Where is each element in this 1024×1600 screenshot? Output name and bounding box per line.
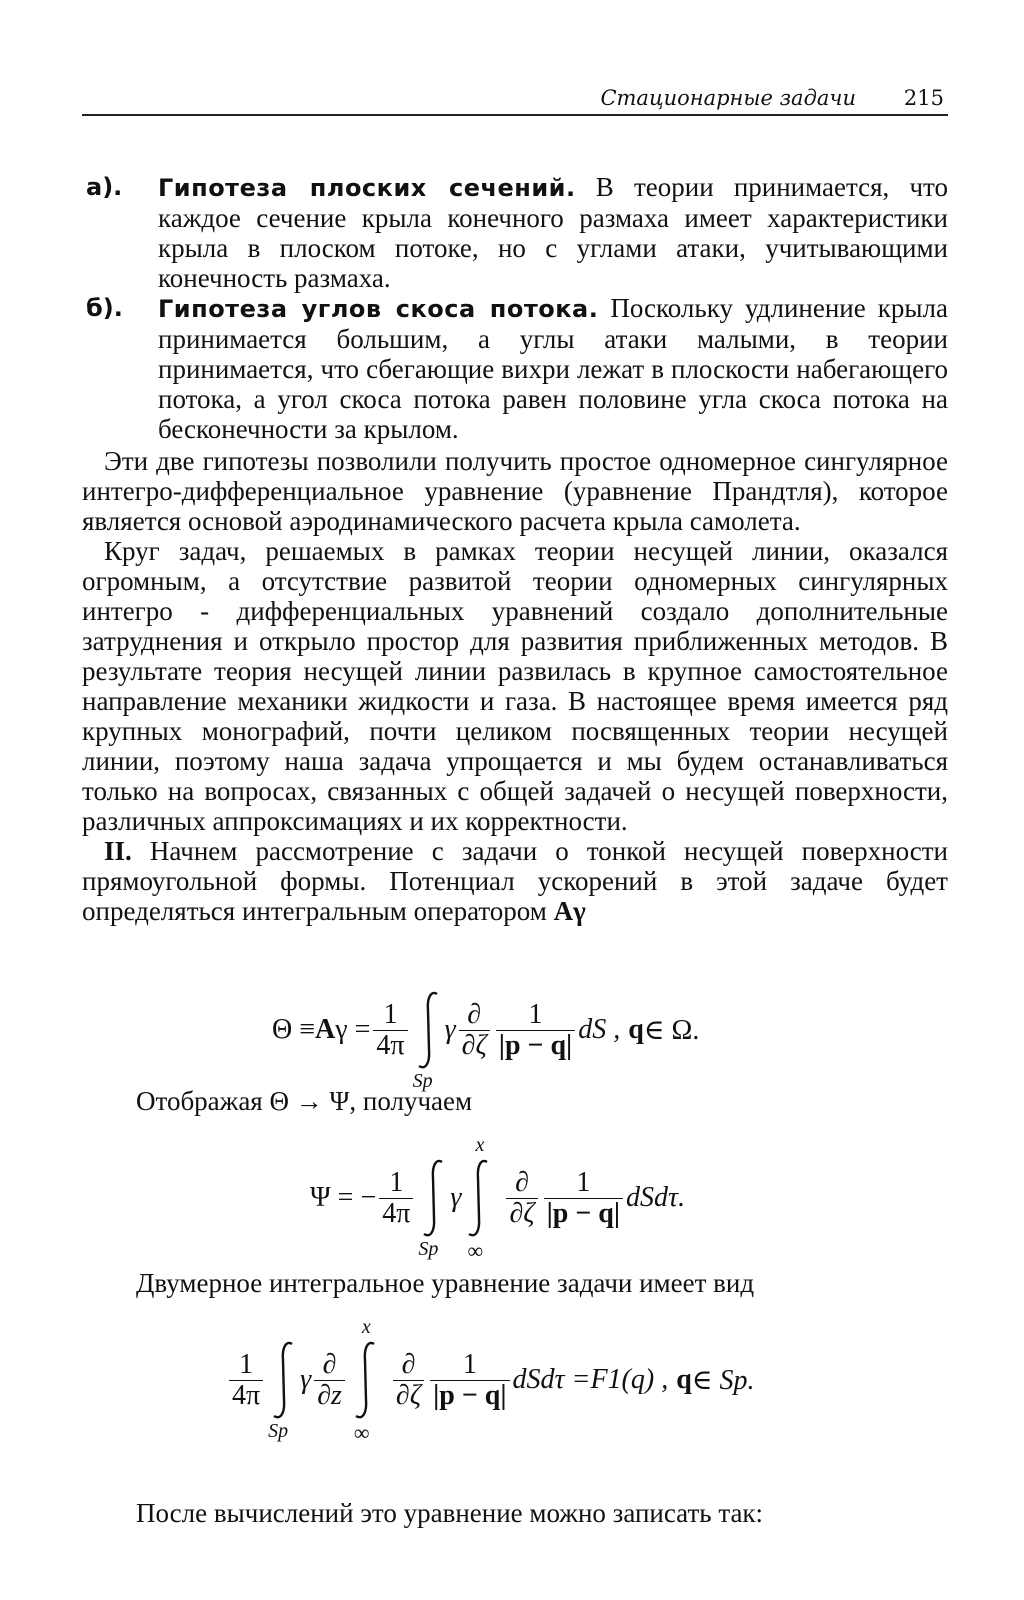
fraction: $\frac{1}{|p - q|}$ xyxy=(496,1000,575,1061)
integral-sign xyxy=(418,1158,448,1260)
formula-text: γ xyxy=(300,1364,312,1395)
integral-limit: Sp xyxy=(412,1070,433,1092)
list-marker: б). xyxy=(86,294,123,322)
list-marker: а). xyxy=(86,173,123,201)
fraction: $\frac{1}{4\pi}$ xyxy=(379,1168,413,1229)
formula-text: γ = xyxy=(335,1014,371,1045)
fraction: $\frac{\partial}{\partial\zeta}$ xyxy=(459,1000,490,1061)
integral-sign xyxy=(463,1134,493,1263)
paragraph xyxy=(82,836,948,926)
integral-limit: x xyxy=(475,1134,485,1156)
formula-text: q xyxy=(676,1364,692,1395)
formula-text: ∈ Sp. xyxy=(691,1365,755,1396)
formula-text: γ xyxy=(444,1014,456,1045)
integral-sign xyxy=(268,1340,298,1442)
formula-rhs: F1(q) , xyxy=(590,1364,669,1395)
formula-lhs: Θ ≡ xyxy=(272,1014,316,1045)
fraction: $\frac{1}{|p - q|}$ xyxy=(430,1350,509,1411)
formula-text: dSdτ = xyxy=(512,1364,591,1395)
paragraph: Эти две гипотезы позволили получить простое одномерное сингулярное интегро-дифференциальное уравнение (уравнение Прандтля), которое является основой аэродинамического расчета крыла самолета. xyxy=(82,446,948,536)
integral-sign xyxy=(412,990,443,1092)
operator-symbol: A xyxy=(315,1014,336,1045)
paragraph: После вычислений это уравнение можно записать так: xyxy=(136,1498,764,1528)
paragraph-text: Начнем рассмотрение с задачи о тонкой несущей поверхности прямоугольной формы. Потенциал ускорений в этой задаче будет определяться интегральным оператором xyxy=(82,836,948,926)
fraction: $\frac{\partial}{\partial\zeta}$ xyxy=(506,1168,537,1229)
running-title: Стационарные задачи xyxy=(600,86,856,110)
body-text xyxy=(136,1268,948,1298)
paragraph: Круг задач, решаемых в рамках теории несущей линии, оказался огромным, а отсутствие развитой теории одномерных сингулярных интегро - дифференциальных уравнений создало дополнительные затруднения и открыло простор для развития приближенных методов. В результате теория несущей линии развилась в крупное самостоятельное направление механики жидкости и газа. В настоящее время имеется ряд крупных монографий, почти целиком посвященных теории несущей линии, поэтому наша задача упрощается и мы будем останавливаться только на вопросах, связанных с общей задачей о несущей поверхности, различных аппроксимациях и их корректности. xyxy=(82,536,948,836)
integral-limit: Sp xyxy=(418,1238,439,1260)
paragraph: Отображая Θ → Ψ, получаем xyxy=(136,1086,473,1116)
formula-integral-equation xyxy=(226,1316,755,1445)
formula-psi xyxy=(310,1134,686,1263)
formula-text: q xyxy=(628,1014,644,1045)
list-item-text: В теории принимается, что каждое сечение крыла конечного размаха имеет характеристики крыла в плоском потоке, но с углами атаки, учитывающими конечность размаха. xyxy=(158,172,948,293)
list-item-lead: Гипотеза плоских сечений. xyxy=(158,174,576,202)
formula-text: dSdτ. xyxy=(626,1182,686,1213)
operator-symbol: Aγ xyxy=(553,896,586,926)
fraction: $\frac{1}{|p - q|}$ xyxy=(544,1168,623,1229)
body-text xyxy=(136,1498,948,1528)
list-item xyxy=(86,293,948,444)
paragraph: Двумерное интегральное уравнение задачи имеет вид xyxy=(136,1268,755,1298)
fraction: $\frac{\partial}{\partial\zeta}$ xyxy=(393,1350,424,1411)
fraction: $\frac{\partial}{\partial z}$ xyxy=(314,1350,345,1411)
list-item xyxy=(86,172,948,293)
section-number: II. xyxy=(104,836,132,866)
body-text xyxy=(136,1086,948,1116)
running-header xyxy=(82,70,948,116)
formula-text: dS , xyxy=(578,1014,621,1045)
integral-sign xyxy=(350,1316,380,1445)
page-number: 215 xyxy=(903,86,944,110)
list-item-text: Поскольку удлинение крыла принимается большим, а углы атаки малыми, в теории принимается, что сбегающие вихри лежат в плоскости набегающего потока, а угол скоса потока равен половине угла скоса потока на бесконечности за крылом. xyxy=(158,293,948,444)
integral-limit: ∞ xyxy=(353,1420,370,1445)
body-text xyxy=(82,446,948,926)
formula-theta xyxy=(272,990,700,1092)
integral-limit: ∞ xyxy=(467,1238,484,1263)
integral-limit: x xyxy=(361,1316,371,1338)
formula-text: ∈ Ω. xyxy=(643,1015,700,1046)
hypotheses-list xyxy=(86,172,948,444)
fraction: $\frac{1}{4\pi}$ xyxy=(373,1000,407,1061)
integral-limit: Sp xyxy=(268,1420,289,1442)
fraction: $\frac{1}{4\pi}$ xyxy=(229,1350,263,1411)
list-item-lead: Гипотеза углов скоса потока. xyxy=(158,295,599,323)
formula-lhs: Ψ = − xyxy=(310,1182,377,1213)
formula-text: γ xyxy=(450,1182,462,1213)
